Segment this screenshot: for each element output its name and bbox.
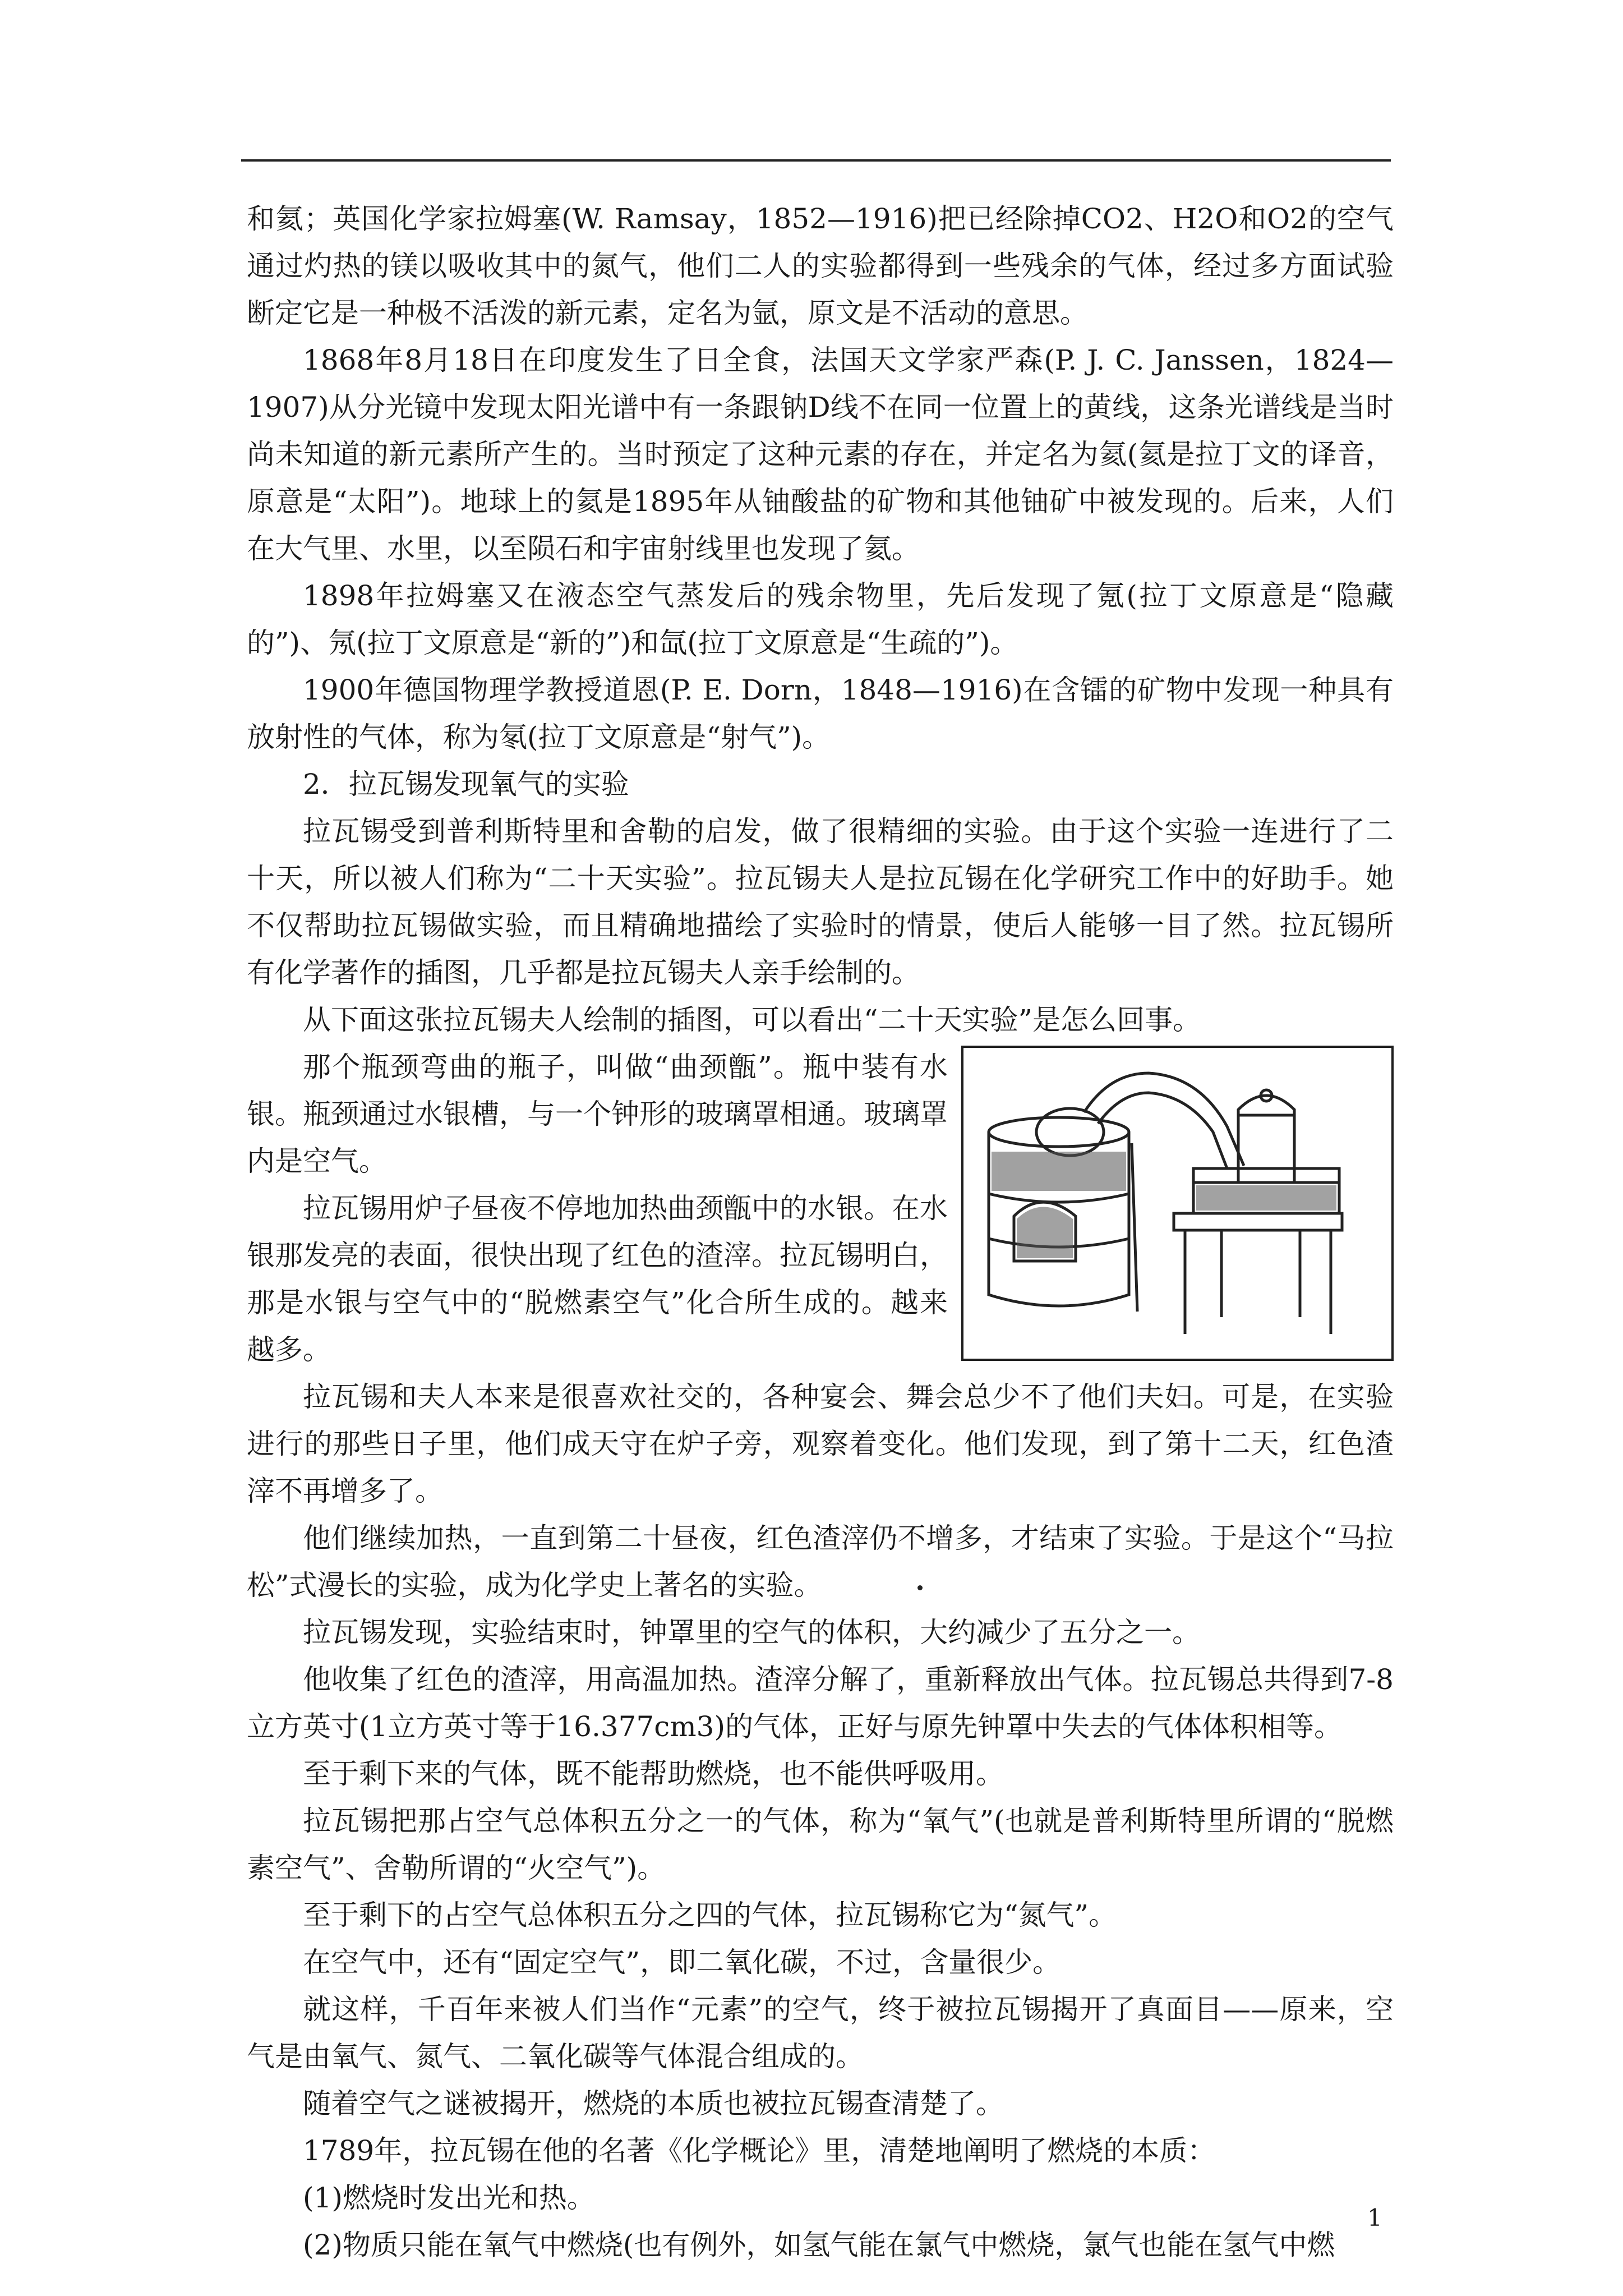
- paragraph: 在空气中，还有“固定空气”，即二氧化碳，不过，含量很少。: [303, 1946, 1061, 1978]
- paragraph: 随着空气之谜被揭开，燃烧的本质也被拉瓦锡查清楚了。: [303, 2087, 1004, 2120]
- paragraph: 拉瓦锡用炉子昼夜不停地加热曲颈甑中的水银。在水银那发亮的表面，很快出现了红色的渣滓。拉瓦锡明白，那是水银与空气中的“脱燃素空气”化合所生成的。越来越多。: [247, 1192, 948, 1366]
- paragraph: 至于剩下来的气体，既不能帮助燃烧，也不能供呼吸用。: [303, 1757, 1004, 1790]
- paragraph: 1898年拉姆塞又在液态空气蒸发后的残余物里，先后发现了氪(拉丁文原意是“隐藏的”)、氖(拉丁文原意是“新的”)和氙(拉丁文原意是“生疏的”)。: [247, 579, 1394, 659]
- paragraph: 1868年8月18日在印度发生了日全食，法国天文学家严森(P. J. C. Janssen，1824—1907)从分光镜中发现太阳光谱中有一条跟钠D线不在同一位置上的黄线，这条光谱线是当时尚未知道的新元素所产生的。当时预定了这种元素的存在，并定名为氦(氦是拉丁文的译音，原意是“太阳”)。地球上的氦是1895年从铀酸盐的矿物和其他铀矿中被发现的。后来，人们在大气里、水里，以至陨石和宇宙射线里也发现了氦。: [247, 344, 1394, 565]
- paragraph: 至于剩下的占空气总体积五分之四的气体，拉瓦锡称它为“氮气”。: [303, 1899, 1117, 1931]
- paragraph: 拉瓦锡发现，实验结束时，钟罩里的空气的体积，大约减少了五分之一。: [303, 1616, 1200, 1649]
- page-number: 1: [1367, 2204, 1382, 2231]
- paragraph: 从下面这张拉瓦锡夫人绘制的插图，可以看出“二十天实验”是怎么回事。: [303, 1004, 1201, 1036]
- paragraph: 和氦；英国化学家拉姆塞(W. Ramsay，1852—1916)把已经除掉CO2、H2O和O2的空气通过灼热的镁以吸收其中的氮气，他们二人的实验都得到一些残余的气体，经过多方面试验断定它是一种极不活泼的新元素，定名为氩，原文是不活动的意思。: [247, 203, 1394, 329]
- paragraph-text: 他们继续加热，一直到第二十昼夜，红色渣滓仍不增多，才结束了实验。于是这个“马拉松”式漫长的实验，成为化学史上著名的实验。: [247, 1522, 1394, 1602]
- apparatus-drawing: [963, 1048, 1391, 1359]
- list-item: (1)燃烧时发出光和热。: [303, 2182, 595, 2214]
- section-heading: 2．拉瓦锡发现氧气的实验: [303, 768, 629, 800]
- paragraph: 他收集了红色的渣滓，用高温加热。渣滓分解了，重新释放出气体。拉瓦锡总共得到7-8立方英寸(1立方英寸等于16.377cm3)的气体，正好与原先钟罩中失去的气体体积相等。: [247, 1663, 1394, 1743]
- stray-dot: [917, 1585, 923, 1590]
- paragraph: 1900年德国物理学教授道恩(P. E. Dorn，1848—1916)在含镭的矿物中发现一种具有放射性的气体，称为氡(拉丁文原意是“射气”)。: [247, 674, 1394, 753]
- document-body: [247, 195, 1394, 2269]
- paragraph: [247, 1515, 1394, 1609]
- paragraph: 拉瓦锡受到普利斯特里和舍勒的启发，做了很精细的实验。由于这个实验一连进行了二十天，所以被人们称为“二十天实验”。拉瓦锡夫人是拉瓦锡在化学研究工作中的好助手。她不仅帮助拉瓦锡做实验，而且精确地描绘了实验时的情景，使后人能够一目了然。拉瓦锡所有化学著作的插图，几乎都是拉瓦锡夫人亲手绘制的。: [247, 815, 1394, 989]
- paragraph: 那个瓶颈弯曲的瓶子，叫做“曲颈甑”。瓶中装有水银。瓶颈通过水银槽，与一个钟形的玻璃罩相通。玻璃罩内是空气。: [247, 1051, 948, 1177]
- header-rule: [241, 159, 1391, 162]
- paragraph: 拉瓦锡和夫人本来是很喜欢社交的，各种宴会、舞会总少不了他们夫妇。可是，在实验进行的那些日子里，他们成天守在炉子旁，观察着变化。他们发现，到了第十二天，红色渣滓不再增多了。: [247, 1381, 1394, 1507]
- lavoisier-apparatus-illustration: [961, 1046, 1394, 1361]
- paragraph: 就这样，千百年来被人们当作“元素”的空气，终于被拉瓦锡揭开了真面目——原来，空气是由氧气、氮气、二氧化碳等气体混合组成的。: [247, 1993, 1394, 2073]
- paragraph: 1789年，拉瓦锡在他的名著《化学概论》里，清楚地阐明了燃烧的本质：: [303, 2134, 1216, 2167]
- list-item: (2)物质只能在氧气中燃烧(也有例外，如氢气能在氯气中燃烧，氯气也能在氢气中燃: [303, 2229, 1335, 2261]
- paragraph: 拉瓦锡把那占空气总体积五分之一的气体，称为“氧气”(也就是普利斯特里所谓的“脱燃素空气”、舍勒所谓的“火空气”)。: [247, 1805, 1394, 1884]
